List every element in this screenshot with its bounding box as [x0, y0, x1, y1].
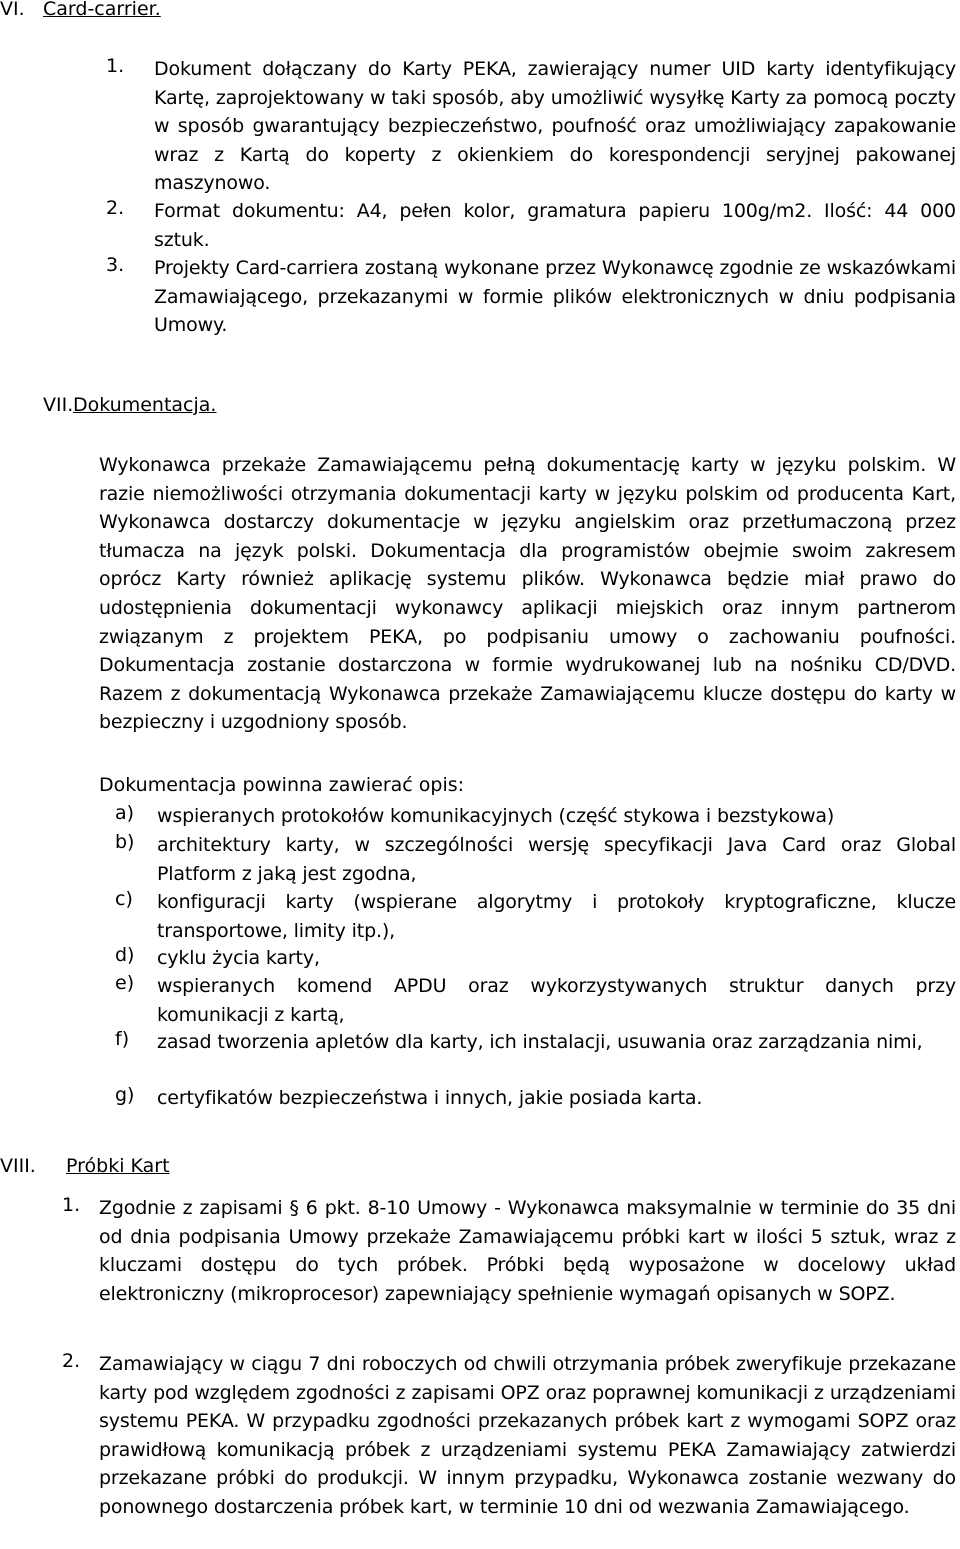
section-vii-number: VII. [43, 394, 74, 416]
item-text: Projekty Card-carriera zostaną wykonane przez Wykonawcę zgodnie ze wskazówkami Zamawiającego, przekazanymi w formie plików elektronicznych w dniu podpisania Umowy. [154, 257, 956, 337]
list-item-g [115, 1084, 956, 1113]
list-text: wspieranych protokołów komunikacyjnych (część stykowa i bezstykowa) [157, 805, 835, 827]
item-number: 3. [106, 254, 125, 276]
list-item-d [115, 944, 956, 973]
item-text: Dokument dołączany do Karty PEKA, zawierający numer UID karty identyfikujący Kartę, zaprojektowany w taki sposób, aby umożliwić wysyłkę Karty za pomocą poczty w sposób gwarantujący bezpieczeństwo, poufność oraz umożliwiający zapakowanie wraz z Kartą do koperty z okienkiem do korespondencji seryjnej pakowanej maszynowo. [154, 58, 956, 195]
list-item-f [115, 1028, 956, 1057]
section-vi-heading [0, 0, 161, 20]
list-letter: e) [115, 972, 135, 994]
section-vi-item-2 [106, 197, 956, 254]
list-text: architektury karty, w szczególności wersję specyfikacji Java Card oraz Global Platform z jaką jest zgodna, [157, 834, 956, 885]
list-text: wspieranych komend APDU oraz wykorzystywanych struktur danych przy komunikacji z kartą, [157, 975, 956, 1026]
item-text: Zamawiający w ciągu 7 dni roboczych od chwili otrzymania próbek zweryfikuje przekazane karty pod względem zgodności z zapisami OPZ oraz poprawnej komunikacji z urządzeniami systemu PEKA. W przypadku zgodności przekazanych próbek kart z wymogami SOPZ oraz prawidłową komunikacją próbek z urządzeniami systemu PEKA Zamawiający zatwierdzi przekazane próbki do produkcji. W innym przypadku, Wykonawca zostanie wezwany do ponownego dostarczenia próbek kart, w terminie 10 dni od wezwania Zamawiającego. [99, 1353, 956, 1518]
section-vi-item-1 [106, 55, 956, 198]
item-number: 2. [106, 197, 125, 219]
list-item-a [115, 802, 956, 831]
section-viii-title: Próbki Kart [66, 1155, 170, 1177]
list-item-e [115, 972, 956, 1029]
item-number: 1. [62, 1194, 81, 1216]
list-letter: c) [115, 888, 133, 910]
list-letter: f) [115, 1028, 130, 1050]
item-text: Zgodnie z zapisami § 6 pkt. 8-10 Umowy - Wykonawca maksymalnie w terminie do 35 dni od dnia podpisania Umowy przekaże Zamawiającemu próbki kart w ilości 5 sztuk, wraz z kluczami dostępu do tych próbek. Próbki będą wyposażone w docelowy układ elektroniczny (mikroprocesor) zapewniający spełnienie wymagań opisanych w SOPZ. [99, 1197, 956, 1305]
list-text: cyklu życia karty, [157, 947, 320, 969]
section-vi-title: Card-carrier. [43, 0, 161, 20]
list-letter: g) [115, 1084, 135, 1106]
item-text: Format dokumentu: A4, pełen kolor, gramatura papieru 100g/m2. Ilość: 44 000 sztuk. [154, 200, 956, 251]
section-vi-number: VI. [0, 0, 25, 20]
section-viii-number: VIII. [0, 1155, 36, 1177]
list-letter: b) [115, 831, 135, 853]
list-item-b [115, 831, 956, 888]
section-vii-list-intro: Dokumentacja powinna zawierać opis: [99, 774, 465, 796]
item-number: 1. [106, 55, 125, 77]
section-viii-heading [0, 1155, 170, 1177]
section-vii-title: Dokumentacja. [73, 394, 217, 416]
list-text: certyfikatów bezpieczeństwa i innych, jakie posiada karta. [157, 1087, 703, 1109]
section-vii-heading [43, 394, 216, 416]
list-item-c [115, 888, 956, 945]
list-text: zasad tworzenia apletów dla karty, ich instalacji, usuwania oraz zarządzania nimi, [157, 1031, 923, 1053]
section-vi-item-3 [106, 254, 956, 340]
section-viii-item-2 [62, 1350, 956, 1522]
section-viii-item-1 [62, 1194, 956, 1308]
list-text: konfiguracji karty (wspierane algorytmy i protokoły kryptograficzne, klucze transportowe, limity itp.), [157, 891, 956, 942]
list-letter: a) [115, 802, 135, 824]
item-number: 2. [62, 1350, 81, 1372]
list-letter: d) [115, 944, 135, 966]
section-vii-paragraph: Wykonawca przekaże Zamawiającemu pełną dokumentację karty w języku polskim. W razie niemożliwości otrzymania dokumentacji karty w języku polskim od producenta Kart, Wykonawca dostarczy dokumentacje w języku angielskim oraz przetłumaczoną przez tłumacza na język polski. Dokumentacja dla programistów obejmie swoim zakresem oprócz Karty również aplikację systemu plików. Wykonawca będzie miał prawo do udostępnienia dokumentacji wykonawcy aplikacji miejskich oraz innym partnerom związanym z projektem PEKA, po podpisaniu umowy o zachowaniu poufności. Dokumentacja zostanie dostarczona w formie wydrukowanej lub na nośniku CD/DVD. Razem z dokumentacją Wykonawca przekaże Zamawiającemu klucze dostępu do karty w bezpieczny i uzgodniony sposób. [99, 454, 956, 734]
